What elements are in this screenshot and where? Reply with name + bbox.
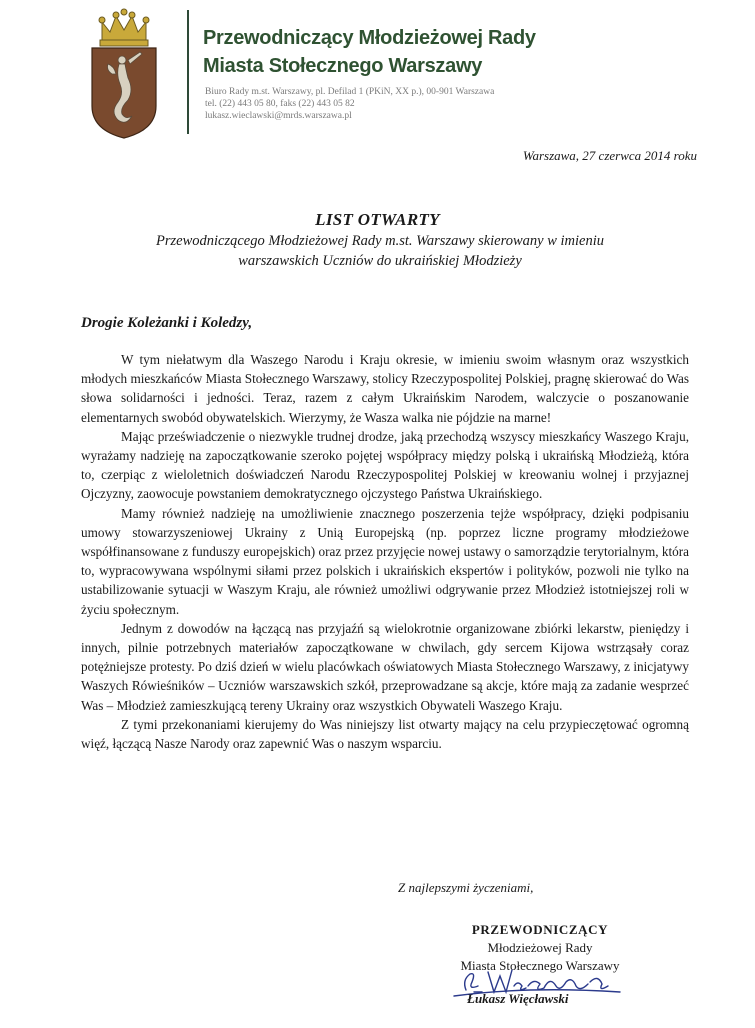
letter-subtitle: [90, 231, 670, 271]
letter-title: LIST OTWARTY: [315, 210, 440, 229]
subtitle-line2: warszawskich Uczniów do ukraińskiej Młodzieży: [238, 253, 522, 269]
signatory-name: Łukasz Więcławski: [467, 991, 569, 1006]
subtitle-line1: Przewodniczącego Młodzieżowej Rady m.st. Warszawy skierowany w imieniu: [156, 233, 604, 249]
header-divider: [187, 10, 189, 134]
signatory-role-line2: Młodzieżowej Rady: [487, 940, 593, 955]
organization-name-line1: Przewodniczący Młodzieżowej Rady: [203, 27, 536, 49]
signatory-role-line3: Miasta Stołecznego Warszawy: [460, 958, 620, 973]
organization-name-line2: Miasta Stołecznego Warszawy: [203, 55, 483, 77]
organization-name: [203, 24, 536, 80]
letter-body: [81, 350, 689, 753]
paragraph: Mamy również nadzieję na umożliwienie znacznego poszerzenia tejże współpracy, dzięki podpisaniu umowy stowarzyszeniowej Ukrainy z Unią Europejską (np. poprzez liczne programy młodzieżowe współfinansowane z funduszy europejskich) oraz przez przyjęcie nowej ustawy o samorządzie terytorialnym, która to, wypracowywana wspólnymi siłami przez polskich i ukraińskich ekspertów i polityków, pozwoli nie tylko na ustabilizowanie sytuacji w Waszym Kraju, ale również umożliwi odgrywanie przez Młodzież istotniejszej roli w życiu społecznym.: [81, 505, 689, 617]
paragraph: Z tymi przekonaniami kierujemy do Was niniejszy list otwarty mający na celu przypieczętować ogromną więź, łączącą Nasze Narody oraz zapewnić Was o naszym wsparciu.: [81, 716, 689, 752]
warsaw-coat-of-arms-icon: [88, 8, 160, 140]
paragraph: Mając przeświadczenie o niezwykle trudnej drodze, jaką przechodzą wszyscy mieszkańcy Waszego Kraju, wyrażamy nadzieję na zapoczątkowanie szeroko pojętej współpracy między polską i ukraińską Młodzieżą, która to, czerpiąc z wieloletnich doświadczeń Narodu Rzeczypospolitej Polskiej w kreowaniu wolnej i przyjaznej Ojczyzny, zaowocuje powstaniem demokratycznego ojczystego Państwa Ukraińskiego.: [81, 428, 689, 502]
signatory-role: PRZEWODNICZĄCY: [471, 922, 609, 937]
phone-line: tel. (22) 443 05 80, faks (22) 443 05 82: [205, 99, 355, 109]
email-line: lukasz.wieclawski@mrds.warszawa.pl: [205, 111, 352, 121]
closing-phrase: Z najlepszymi życzeniami,: [398, 880, 534, 895]
salutation: Drogie Koleżanki i Koledzy,: [81, 315, 253, 331]
address-line: Biuro Rady m.st. Warszawy, pl. Defilad 1 (PKiN, XX p.), 00-901 Warszawa: [205, 87, 495, 97]
paragraph: Jednym z dowodów na łączącą nas przyjaźń są wielokrotnie organizowane zbiórki lekarstw, pieniędzy i innych, pilnie potrzebnych materiałów zapoczątkowane w chwilach, gdy sercem Kijowa wstrząsały coraz potężniejsze protesty. Po dziś dzień w wielu placówkach oświatowych Miasta Stołecznego Warszawy, z inicjatywy Waszych Rówieśników – Uczniów warszawskich szkół, przeprowadzane są akcje, które mają za zadanie wesprzeć Was – Młodzież zamieszkującą tereny Ukrainy oraz wszystkich Obywateli Waszego Kraju.: [81, 620, 689, 713]
organization-address: [205, 86, 494, 122]
paragraph: W tym niełatwym dla Waszego Narodu i Kraju okresie, w imieniu swoim własnym oraz wszystkich młodych mieszkańców Miasta Stołecznego Warszawy, stolicy Rzeczypospolitej Polskiej, pragnę skierować do Was słowa solidarności i jedności. Teraz, razem z całym Ukraińskim Narodem, walczycie o poszanowanie elementarnych swobód obywatelskich. Wierzymy, że Wasza walka nie pójdzie na marne!: [81, 352, 689, 425]
letter-date: Warszawa, 27 czerwca 2014 roku: [522, 148, 697, 163]
